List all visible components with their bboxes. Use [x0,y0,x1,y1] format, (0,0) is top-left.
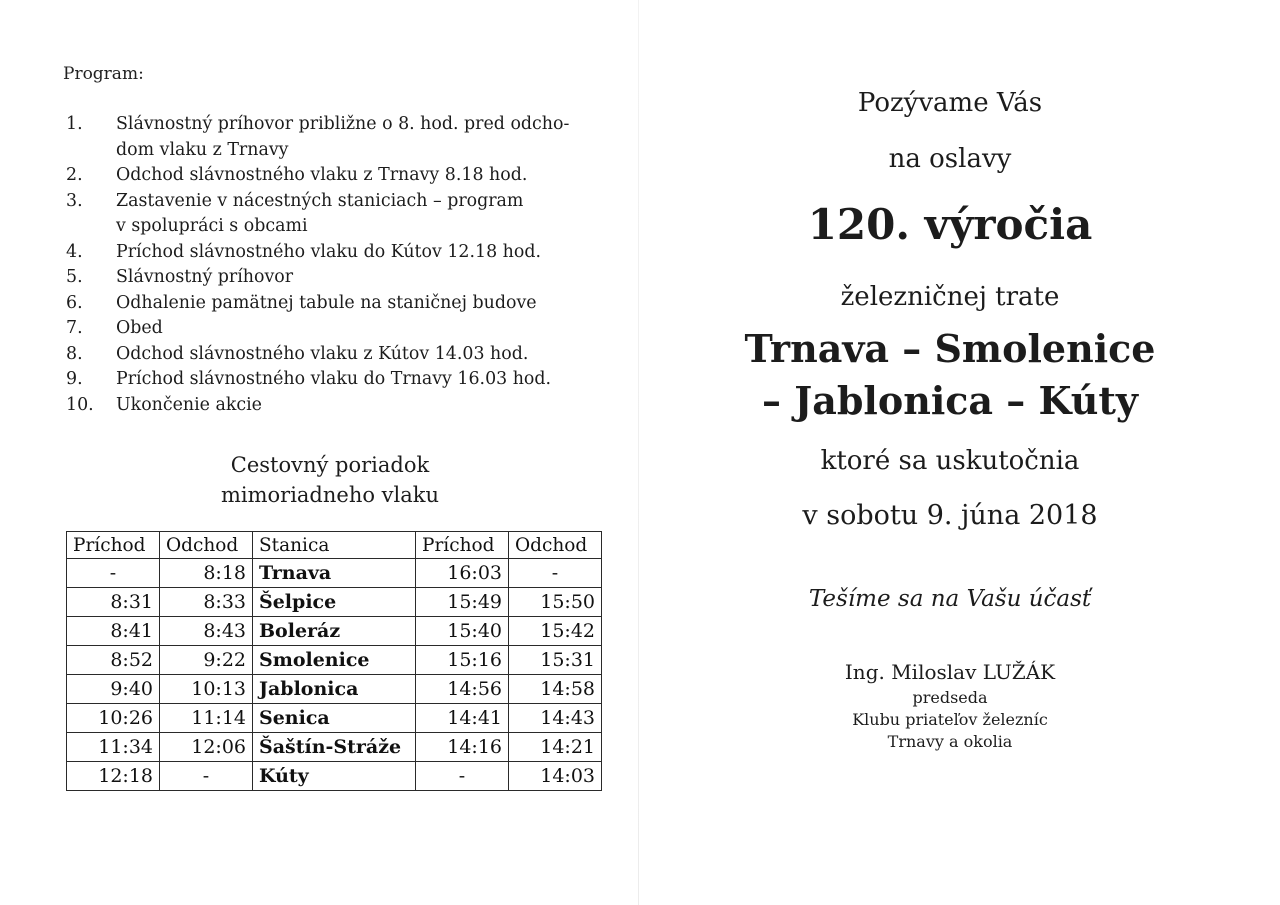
program-item-number: 8. [66,343,83,364]
program-item-text: Odchod slávnostného vlaku z Kútov 14.03 hod. [116,343,529,364]
program-item [66,240,606,266]
time-cell: 12:18 [67,762,160,791]
program-item-text [116,189,606,240]
timetable-header-row [67,532,602,559]
time-cell: - [160,762,253,791]
station-cell: Šaštín-Stráže [253,733,416,762]
program-item-number: 10. [66,394,94,415]
station-cell: Jablonica [253,675,416,704]
program-item-number: 7. [66,318,83,338]
program-item-number: 2. [66,165,83,185]
program-item-line: Zastavenie v nácestných staniciach – program [116,190,524,211]
program-item-number: 4. [66,241,83,262]
program-item [66,367,606,393]
program-item-text: Odchod slávnostného vlaku z Trnavy 8.18 hod. [116,165,528,185]
timetable [66,531,602,791]
program-item-line: dom vlaku z Trnavy [116,139,289,160]
signer-club: Trnavy a okolia [887,732,1013,751]
column-header: Odchod [160,532,253,559]
timetable-row [67,733,602,762]
time-cell: 11:34 [67,733,160,762]
time-cell: 14:58 [509,675,602,704]
time-cell: 10:13 [160,675,253,704]
route-title: – Jablonica – Kúty [762,378,1138,423]
time-cell: 14:16 [416,733,509,762]
column-header: Stanica [253,532,416,559]
column-header: Príchod [416,532,509,559]
program-item-number: 6. [66,292,83,313]
signer-club: Klubu priateľov železníc [852,710,1048,729]
time-cell: 9:40 [67,675,160,704]
time-cell: 8:33 [160,588,253,617]
fold-line [638,0,639,905]
program-item [66,112,606,163]
signer-name: Ing. Miloslav LUŽÁK [844,660,1056,684]
timetable-row [67,762,602,791]
time-cell: - [509,559,602,588]
time-cell: 16:03 [416,559,509,588]
time-cell: 15:49 [416,588,509,617]
program-item-text [116,112,606,163]
railway-line-caption: železničnej trate [840,282,1060,312]
column-header: Príchod [67,532,160,559]
time-cell: 8:52 [67,646,160,675]
event-caption: ktoré sa uskutočnia [820,446,1080,476]
time-cell: 9:22 [160,646,253,675]
timetable-row [67,646,602,675]
program-item [66,189,606,240]
program-item-line: Slávnostný príhovor približne o 8. hod. pred odcho- [116,114,570,134]
time-cell: - [67,559,160,588]
timetable-title-line: Cestovný poriadok [230,453,430,477]
timetable-title [130,450,530,510]
time-cell: 15:40 [416,617,509,646]
time-cell: 11:14 [160,704,253,733]
time-cell: 8:43 [160,617,253,646]
time-cell: 14:56 [416,675,509,704]
invite-line: Pozývame Vás [857,88,1043,118]
program-item-line: v spolupráci s obcami [116,216,308,236]
station-cell: Smolenice [253,646,416,675]
station-cell: Boleráz [253,617,416,646]
program-item [66,265,606,291]
program-item-number: 3. [66,190,83,211]
time-cell: - [416,762,509,791]
time-cell: 14:21 [509,733,602,762]
program-item [66,316,606,342]
program-item-text: Odhalenie pamätnej tabule na staničnej budove [116,292,537,313]
route-title: Trnava – Smolenice [744,326,1156,371]
column-header: Odchod [509,532,602,559]
time-cell: 15:31 [509,646,602,675]
anniversary-title: 120. výročia [807,200,1093,249]
timetable-row [67,704,602,733]
time-cell: 8:41 [67,617,160,646]
timetable-title-line: mimoriadneho vlaku [220,483,440,507]
time-cell: 14:41 [416,704,509,733]
station-cell: Trnava [253,559,416,588]
program-item-text: Príchod slávnostného vlaku do Kútov 12.18 hod. [116,241,542,262]
timetable-row [67,559,602,588]
program-item-text: Slávnostný príhovor [116,267,294,287]
station-cell: Senica [253,704,416,733]
time-cell: 10:26 [67,704,160,733]
program-item-number: 1. [66,114,83,134]
time-cell: 15:42 [509,617,602,646]
program-item [66,163,606,189]
program-item-number: 5. [66,267,83,287]
program-item-number: 9. [66,369,83,389]
time-cell: 8:31 [67,588,160,617]
station-cell: Kúty [253,762,416,791]
program-item [66,291,606,317]
timetable-row [67,588,602,617]
program-list [66,112,606,418]
event-date: v sobotu 9. júna 2018 [802,500,1098,531]
signer-role: predseda [912,688,988,707]
celebration-line: na oslavy [888,144,1012,174]
time-cell: 8:18 [160,559,253,588]
program-item [66,393,606,419]
timetable-row [67,617,602,646]
closing-line: Tešíme sa na Vašu účasť [808,586,1092,612]
time-cell: 15:50 [509,588,602,617]
program-item-text: Obed [116,318,163,338]
time-cell: 15:16 [416,646,509,675]
program-item [66,342,606,368]
station-cell: Šelpice [253,588,416,617]
time-cell: 14:43 [509,704,602,733]
program-item-text: Príchod slávnostného vlaku do Trnavy 16.03 hod. [116,369,552,389]
program-item-text: Ukončenie akcie [116,394,262,415]
time-cell: 12:06 [160,733,253,762]
time-cell: 14:03 [509,762,602,791]
timetable-row [67,675,602,704]
program-heading: Program: [63,64,144,84]
